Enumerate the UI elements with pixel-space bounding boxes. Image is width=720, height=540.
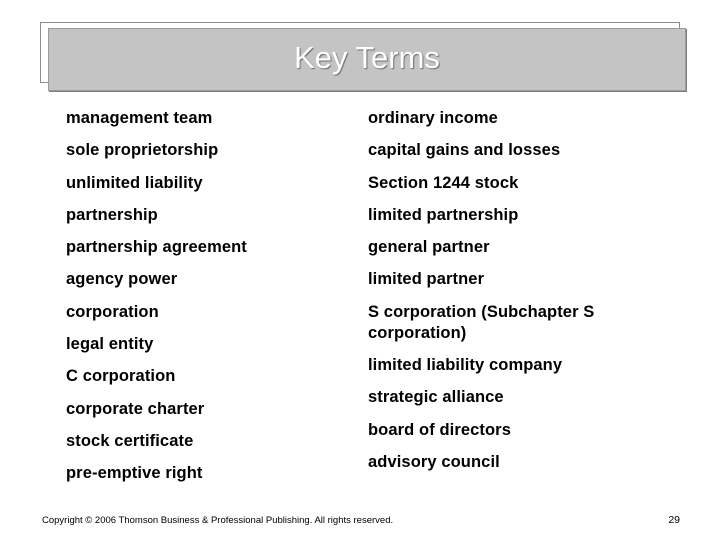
term-item: sole proprietorship <box>66 141 219 160</box>
term-item: board of directors <box>368 420 511 439</box>
term-item: limited liability company <box>368 356 563 375</box>
term-item: Section 1244 stock <box>368 173 519 192</box>
term-item: partnership <box>66 205 158 224</box>
term-item: stock certificate <box>66 431 194 450</box>
term-item: legal entity <box>66 335 154 354</box>
copyright-notice: Copyright © 2006 Thomson Business & Professional Publishing. All rights reserved. <box>42 515 394 526</box>
term-item: pre-emptive right <box>66 464 203 483</box>
term-item: unlimited liability <box>66 173 203 192</box>
page-number: 29 <box>668 514 680 526</box>
term-item: capital gains and losses <box>368 141 561 160</box>
term-item: corporate charter <box>66 399 205 418</box>
left-term-list <box>66 108 336 496</box>
term-item: corporation <box>66 302 159 321</box>
term-item: limited partnership <box>368 205 519 224</box>
term-item: advisory council <box>368 452 500 471</box>
term-item: limited partner <box>368 270 485 289</box>
term-item: partnership agreement <box>66 238 247 257</box>
term-item: C corporation <box>66 367 176 386</box>
slide-title: Key Terms <box>294 39 440 75</box>
term-item: general partner <box>368 238 490 257</box>
term-item: agency power <box>66 270 178 289</box>
term-item: strategic alliance <box>368 388 504 407</box>
right-term-list <box>368 108 658 484</box>
term-item: S corporation (Subchapter S corporation) <box>368 302 595 342</box>
term-item: ordinary income <box>368 109 498 127</box>
term-item: management team <box>66 109 213 127</box>
title-box <box>48 28 686 91</box>
